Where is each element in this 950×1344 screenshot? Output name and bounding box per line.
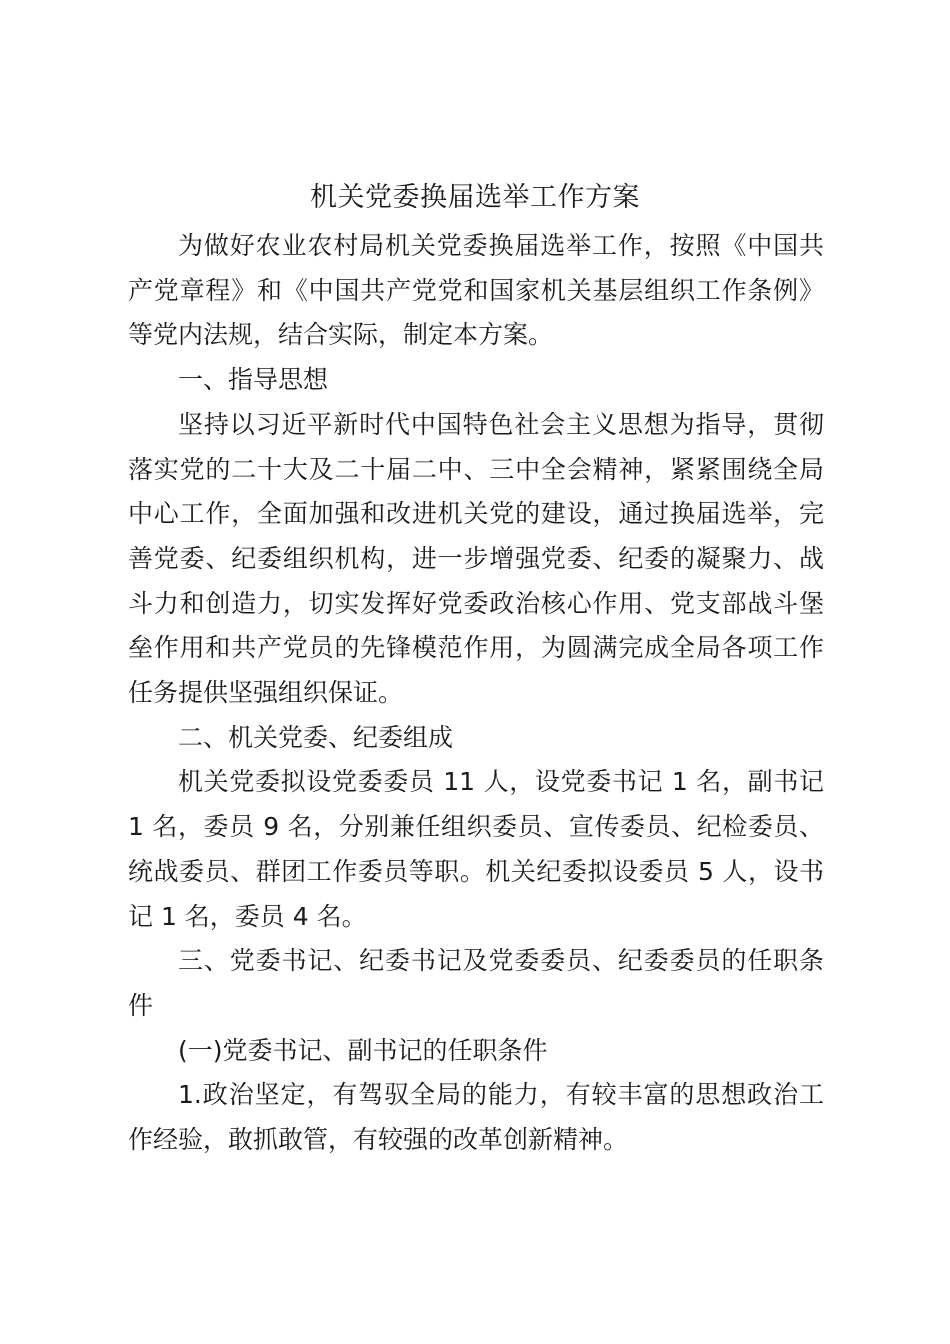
qualification-item-1: 1.政治坚定，有驾驭全局的能力，有较丰富的思想政治工作经验，敢抓敢管，有较强的改革创新精神。 xyxy=(128,1080,824,1155)
section-heading-composition: 二、机关党委、纪委组成 xyxy=(178,722,454,752)
composition-paragraph: 机关党委拟设党委委员 11 人，设党委书记 1 名，副书记 1 名，委员 9 名，分别兼任组织委员、宣传委员、纪检委员、统战委员、群团工作委员等职。机关纪委拟设委员 5 人，设书记 1 名，委员 4 名。 xyxy=(128,767,824,931)
section-heading-guiding-ideology: 一、指导思想 xyxy=(178,365,329,395)
section-heading-qualifications: 三、党委书记、纪委书记及党委委员、纪委委员的任职条件 xyxy=(128,946,824,1020)
guiding-ideology-paragraph: 坚持以习近平新时代中国特色社会主义思想为指导，贯彻落实党的二十大及二十届二中、三中全会精神，紧紧围绕全局中心工作，全面加强和改进机关党的建设，通过换届选举，完善党委、纪委组织机构，进一步增强党委、纪委的凝聚力、战斗力和创造力，切实发挥好党委政治核心作用、党支部战斗堡垒作用和共产党员的先锋模范作用，为圆满完成全局各项工作任务提供坚强组织保证。 xyxy=(128,409,824,708)
subsection-heading-secretary-qualifications: (一)党委书记、副书记的任职条件 xyxy=(178,1035,548,1065)
document-title: 机关党委换届选举工作方案 xyxy=(310,182,640,213)
document-body xyxy=(128,224,824,1163)
intro-paragraph: 为做好农业农村局机关党委换届选举工作，按照《中国共产党章程》和《中国共产党党和国家机关基层组织工作条例》等党内法规，结合实际，制定本方案。 xyxy=(128,231,824,350)
